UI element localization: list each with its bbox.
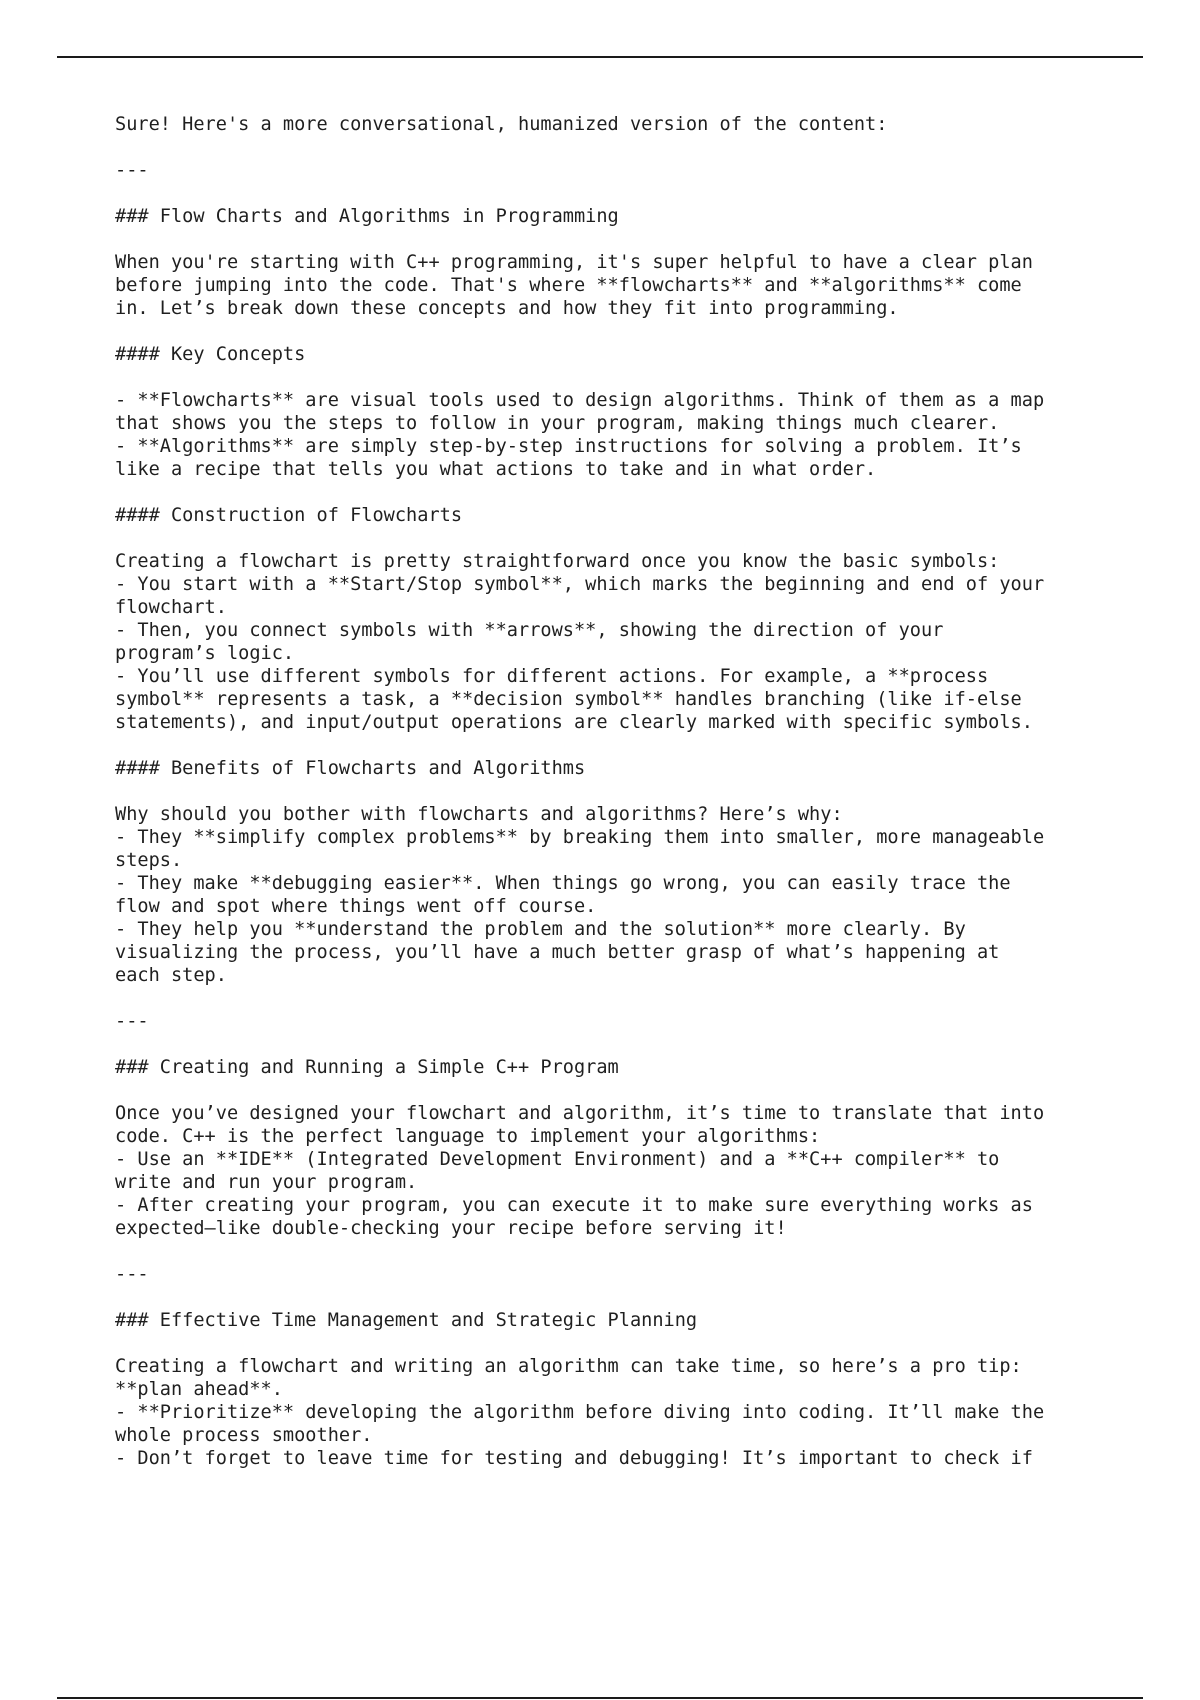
text-line: When you're starting with C++ programming, it's super helpful to have a clear plan [115,252,1033,273]
section-heading [115,343,1155,366]
text-line: - You start with a **Start/Stop symbol**, which marks the beginning and end of your [115,574,1045,595]
text-line: flowchart. [115,597,227,618]
text-line: Sure! Here's a more conversational, humanized version of the content: [115,114,888,135]
separator [115,1010,1155,1033]
text-line: - Don’t forget to leave time for testing and debugging! It’s important to check if [115,1448,1033,1469]
section-heading [115,205,1155,228]
text-line: --- [115,1264,149,1285]
text-line: #### Benefits of Flowcharts and Algorithms [115,758,586,779]
section-heading [115,757,1155,780]
text-line: Creating a flowchart is pretty straightforward once you know the basic symbols: [115,551,1000,572]
document-body [115,113,1155,1470]
text-line: - You’ll use different symbols for different actions. For example, a **process [115,666,989,687]
text-line: - **Flowcharts** are visual tools used to design algorithms. Think of them as a map [115,390,1045,411]
paragraph [115,251,1155,320]
text-line: each step. [115,965,227,986]
list-block [115,389,1155,481]
text-line: - They **simplify complex problems** by breaking them into smaller, more manageable [115,827,1045,848]
text-line: - **Algorithms** are simply step-by-step instructions for solving a problem. It’s [115,436,1022,457]
list-block [115,550,1155,734]
text-line: - Use an **IDE** (Integrated Development Environment) and a **C++ compiler** to [115,1149,1000,1170]
text-line: whole process smoother. [115,1425,373,1446]
text-line: - They make **debugging easier**. When things go wrong, you can easily trace the [115,873,1011,894]
text-line: Why should you bother with flowcharts and algorithms? Here’s why: [115,804,843,825]
text-line: - Then, you connect symbols with **arrows**, showing the direction of your [115,620,944,641]
text-line: flow and spot where things went off course. [115,896,597,917]
text-line: ### Creating and Running a Simple C++ Program [115,1057,619,1078]
section-heading [115,1056,1155,1079]
list-block [115,1102,1155,1240]
text-line: steps. [115,850,183,871]
text-line: in. Let’s break down these concepts and how they fit into programming. [115,298,899,319]
text-line: - After creating your program, you can execute it to make sure everything works as [115,1195,1033,1216]
text-line: visualizing the process, you’ll have a much better grasp of what’s happening at [115,942,1000,963]
text-line: code. C++ is the perfect language to implement your algorithms: [115,1126,821,1147]
separator [115,159,1155,182]
separator [115,1263,1155,1286]
text-line: program’s logic. [115,643,295,664]
text-line: ### Flow Charts and Algorithms in Programming [115,206,619,227]
text-line: #### Key Concepts [115,344,306,365]
text-line: #### Construction of Flowcharts [115,505,463,526]
text-line: statements), and input/output operations are clearly marked with specific symbols. [115,712,1033,733]
text-line: expected—like double-checking your recipe before serving it! [115,1218,787,1239]
bottom-rule [57,1697,1143,1699]
text-line: - **Prioritize** developing the algorithm before diving into coding. It’ll make the [115,1402,1045,1423]
text-line: that shows you the steps to follow in your program, making things much clearer. [115,413,1000,434]
text-line: - They help you **understand the problem and the solution** more clearly. By [115,919,966,940]
text-line: --- [115,1011,149,1032]
text-line: symbol** represents a task, a **decision symbol** handles branching (like if-else [115,689,1022,710]
text-line: Once you’ve designed your flowchart and algorithm, it’s time to translate that into [115,1103,1045,1124]
text-line: Creating a flowchart and writing an algorithm can take time, so here’s a pro tip: [115,1356,1022,1377]
paragraph [115,113,1155,136]
text-line: write and run your program. [115,1172,418,1193]
section-heading [115,504,1155,527]
text-line: like a recipe that tells you what actions to take and in what order. [115,459,877,480]
top-rule [57,56,1143,58]
section-heading [115,1309,1155,1332]
text-line: **plan ahead**. [115,1379,283,1400]
text-line: ### Effective Time Management and Strategic Planning [115,1310,698,1331]
list-block [115,803,1155,987]
list-block [115,1355,1155,1470]
text-line: before jumping into the code. That's where **flowcharts** and **algorithms** come [115,275,1022,296]
text-line: --- [115,160,149,181]
